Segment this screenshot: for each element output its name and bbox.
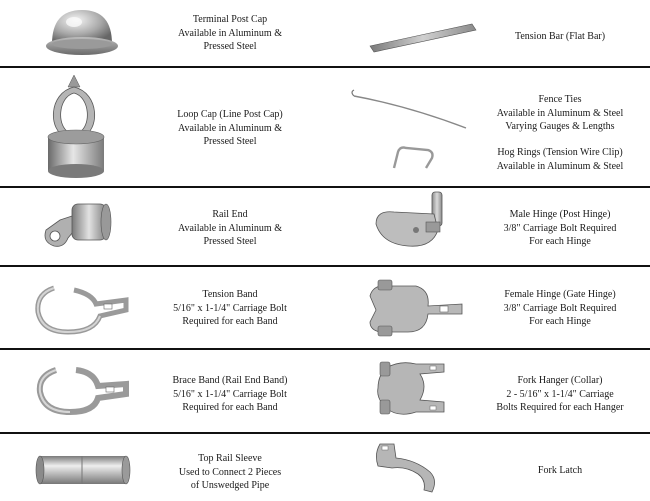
rail-sleeve-icon [34,448,134,492]
tension-band-description: Tension Band 5/16" x 1-1/4" Carriage Bolt Required for each Band [173,289,287,327]
rail-end-description: Rail End Available in Aluminum & Pressed Steel [178,209,282,247]
terminal-post-cap-description: Terminal Post Cap Available in Aluminum & Pressed Steel [178,14,282,52]
dome-post-cap-icon [40,6,124,62]
female-hinge-icon [366,276,466,340]
brace-band-icon [34,360,130,420]
tension-band-icon [34,280,130,338]
flat-bar-icon [368,18,478,58]
fork-latch-icon [370,438,448,498]
row-divider [0,432,650,434]
hog-ring-icon [388,142,440,174]
tension-bar-description: Tension Bar (Flat Bar) [514,31,606,42]
male-hinge-description: Male Hinge (Post Hinge) 3/8" Carriage Bolt Required For each Hinge [503,209,617,247]
row-divider [0,265,650,267]
fence-ties-description: Fence Ties Available in Aluminum & Steel Varying Gauges & Lengths [496,94,624,132]
brace-band-description: Brace Band (Rail End Band) 5/16" x 1-1/4" Carriage Bolt Required for each Band [172,375,288,413]
fork-hanger-icon [370,356,462,422]
loop-cap-description: Loop Cap (Line Post Cap) Available in Aluminum & Pressed Steel [177,109,283,147]
female-hinge-description: Female Hinge (Gate Hinge) 3/8" Carriage Bolt Required For each Hinge [503,289,617,327]
row-divider [0,66,650,68]
row-divider [0,186,650,188]
male-hinge-icon [372,190,458,254]
fork-latch-description: Fork Latch [537,465,583,476]
fork-hanger-description: Fork Hanger (Collar) 2 - 5/16" x 1-1/4" Carriage Bolts Required for each Hanger [496,375,624,413]
row-divider [0,348,650,350]
hog-rings-description: Hog Rings (Tension Wire Clip) Available in Aluminum & Steel [496,147,624,172]
rail-sleeve-description: Top Rail Sleeve Used to Connect 2 Pieces of Unswedged Pipe [178,453,282,491]
rail-end-icon [38,196,114,256]
loop-cap-icon [40,73,116,183]
fence-tie-icon [348,88,472,132]
